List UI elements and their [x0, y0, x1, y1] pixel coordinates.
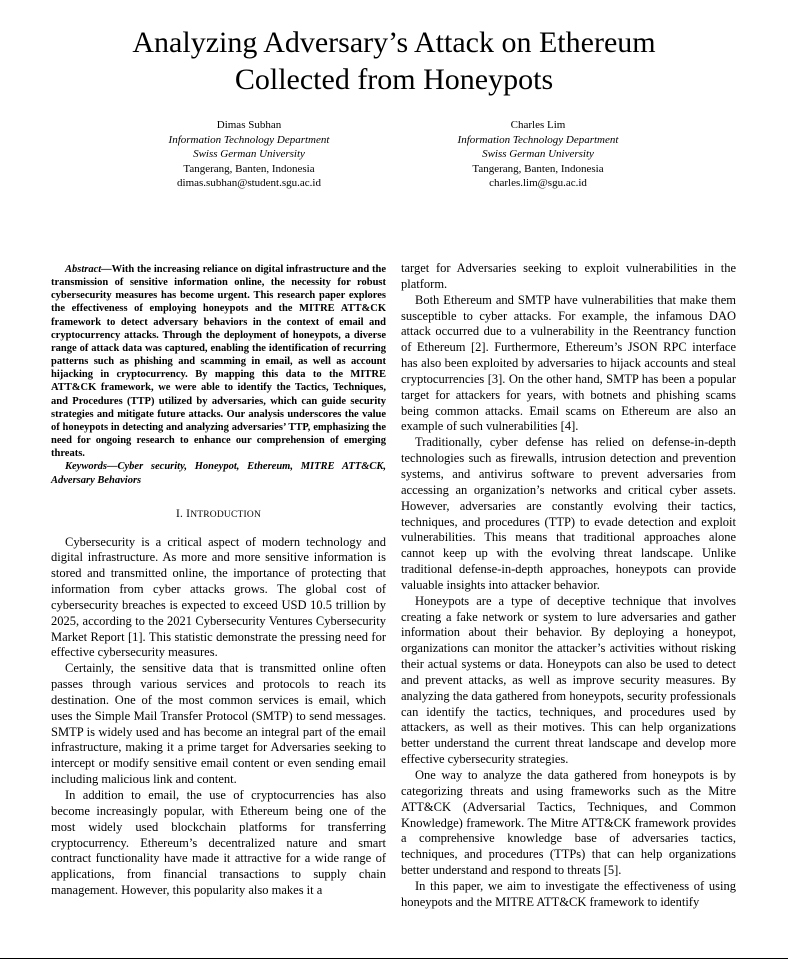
author-email: dimas.subhan@student.sgu.ac.id [177, 177, 321, 190]
abstract [51, 263, 386, 460]
abstract-dash: — [101, 264, 112, 275]
keywords: Keywords—Cyber security, Honeypot, Ethereum, MITRE ATT&CK, Adversary Behaviors [51, 461, 386, 486]
section-heading-introduction [51, 507, 386, 524]
author-name: Charles Lim [510, 119, 566, 131]
body-paragraph-continuation: target for Adversaries seeking to exploit vulnerabilities in the platform. [401, 261, 736, 291]
author-name: Dimas Subhan [216, 119, 282, 131]
body-paragraph: In addition to email, the use of cryptocurrencies has also become increasingly popular, with Ethereum being one of the most widely used blockchain platforms for transferring cryptocurrency. Ethereum’s decentralized nature and smart contract functionality have made it attractive for a wide range of applications, from financial transactions to supply chain management. However, this popularity also makes it a [51, 788, 386, 898]
author-email: charles.lim@sgu.ac.id [489, 177, 587, 190]
body-paragraph: Cybersecurity is a critical aspect of modern technology and digital infrastructure. As more and more sensitive information is stored and transmitted online, the importance of protecting that information from cyber attacks grows. The global cost of cybersecurity breaches is expected to exceed USD 10.5 trillion by 2025, according to the 2021 Cybersecurity Ventures Cybersecurity Market Report [1]. This statistic demonstrate the pressing need for effective cybersecurity measures. [51, 534, 386, 660]
body-paragraph: Traditionally, cyber defense has relied on defense-in-depth technologies such as firewalls, intrusion detection and prevention systems, and antivirus software to prevent adversaries from accessing an organization’s networks and critical cyber assets. However, adversaries are constantly evolving their tactics, techniques, and procedures (TTP) to evade detection and exploit vulnerabilities. This means that traditional approaches alone cannot keep up with the evolving threat landscape. Unlike traditional defense-in-depth approaches, honeypots can provide valuable insights into attacker behavior. [401, 435, 736, 592]
author-location: Tangerang, Banten, Indonesia [472, 162, 604, 175]
body-paragraph: Certainly, the sensitive data that is transmitted online often passes through various services and protocols to reach its destination. One of the most common services is email, which uses the Simple Mail Transfer Protocol (SMTP) to send messages. SMTP is widely used and has become an integral part of the email infrastructure, making it a prime target for Adversaries seeking to intercept or modify sensitive email content or even sending email including malicious link and content. [51, 661, 386, 787]
author-university: Swiss German University [482, 148, 594, 161]
left-column [51, 263, 386, 899]
author-location: Tangerang, Banten, Indonesia [183, 162, 315, 175]
section-number: I. [175, 507, 184, 520]
body-paragraph: One way to analyze the data gathered from honeypots is by categorizing threats and using frameworks such as the Mitre ATT&CK (Adversarial Tactics, Techniques, and Common Knowledge) framework. The Mitre ATT&CK framework provides a comprehensive knowledge base of adversaries tactics, techniques, and procedures (TTPs) that can help organizations better understand and respond to threats [5]. [401, 768, 736, 878]
body-paragraph: In this paper, we aim to investigate the effectiveness of using honeypots and the MITRE ATT&CK framework to identify [401, 878, 736, 909]
body-paragraph: Both Ethereum and SMTP have vulnerabilities that make them susceptible to cyber attacks. For example, the infamous DAO attack occurred due to a vulnerability in the Reentrancy function of Ethereum [2]. Furthermore, Ethereum’s JSON RPC interface has also been exploited by adversaries to hijack accounts and steal cryptocurrencies [3]. On the other hand, SMTP has been a popular target for attackers for years, with botnets and phishing scams being common attacks. Email scams on Ethereum are also an example of such vulnerabilities [4]. [401, 292, 736, 434]
right-column [401, 261, 736, 911]
author-department: Information Technology Department [457, 133, 619, 146]
section-title-rest: NTRODUCTION [190, 509, 262, 520]
abstract-text: With the increasing reliance on digital infrastructure and the transmission of sensitive information online, the necessity for robust cybersecurity measures has become urgent. This research paper explores the effectiveness of employing honeypots and the MITRE ATT&CK framework to detect adversary behaviors in the context of email and cryptocurrency attacks. Through the deployment of honeypots, a diverse range of attack data was captured, enabling the identification of recurring patterns such as phishing and scamming in email, as well as account hijacking in cryptocurrency. By mapping this data to the MITRE ATT&CK framework, we were able to identify the Tactics, Techniques, and Procedures (TTP) utilized by adversaries, which can guide security strategies and mitigate future attacks. Our analysis underscores the value of honeypots in detecting and analyzing adversaries’ TTP, emphasizing the need for ongoing research to enhance our comprehension of emerging threats. [51, 264, 386, 460]
author-block-2 [408, 118, 668, 191]
page-bottom-rule [0, 958, 788, 959]
paper-title-line-1: Analyzing Adversary’s Attack on Ethereum [132, 26, 656, 59]
section-title-initial: I [186, 507, 191, 520]
abstract-label: Abstract [65, 264, 102, 275]
paper-title [60, 24, 728, 98]
author-block-1 [119, 118, 379, 191]
author-university: Swiss German University [193, 148, 305, 161]
author-department: Information Technology Department [168, 133, 330, 146]
body-paragraph: Honeypots are a type of deceptive technique that involves creating a fake network or system to lure adversaries and gather information about their behavior. By deploying a honeypot, organizations can monitor the attacker’s activities without risking their actual systems or data. Honeypots can also be used to detect and prevent attacks, as well as improve security measures. By analyzing the data gathered from honeypots, security professionals can identify the tactics, techniques, and procedures used by attackers, as well as their motives. This can help organizations better understand the current threat landscape and develop more effective cybersecurity strategies. [401, 593, 736, 767]
paper-title-line-2: Collected from Honeypots [234, 63, 554, 96]
